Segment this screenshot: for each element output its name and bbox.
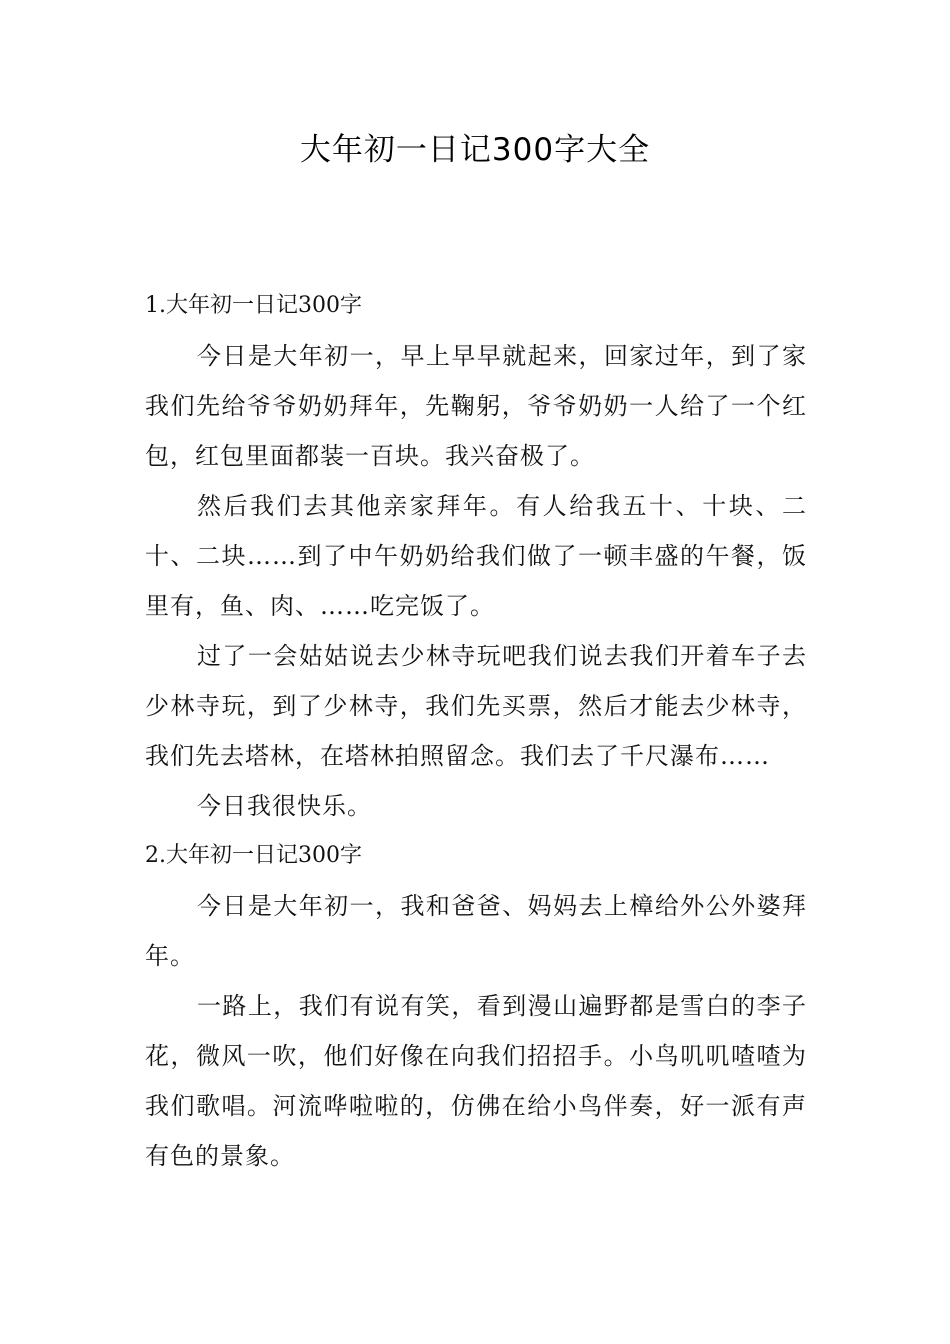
document-title: 大年初一日记300字大全 (299, 132, 651, 168)
paragraph: 过了一会姑姑说去少林寺玩吧我们说去我们开着车子去少林寺玩，到了少林寺，我们先买票，然后才能去少林寺，我们先去塔林，在塔林拍照留念。我们去了千尺瀑布…… (145, 642, 807, 770)
paragraph: 今日是大年初一，早上早早就起来，回家过年，到了家我们先给爷爷奶奶拜年，先鞠躬，爷爷奶奶一人给了一个红包，红包里面都装一百块。我兴奋极了。 (145, 342, 807, 470)
document-body (145, 281, 807, 1181)
section-heading: 1.大年初一日记300字 (145, 293, 362, 318)
paragraph: 一路上，我们有说有笑，看到漫山遍野都是雪白的李子花，微风一吹，他们好像在向我们招招手。小鸟叽叽喳喳为我们歌唱。河流哗啦啦的，仿佛在给小鸟伴奏，好一派有声有色的景象。 (145, 992, 807, 1170)
diary-section-2 (145, 831, 807, 1181)
paragraph: 今日是大年初一，我和爸爸、妈妈去上樟给外公外婆拜年。 (145, 892, 807, 970)
diary-section-1 (145, 281, 807, 831)
paragraph: 今日我很快乐。 (197, 792, 372, 820)
paragraph: 然后我们去其他亲家拜年。有人给我五十、十块、二十、二块……到了中午奶奶给我们做了一顿丰盛的午餐，饭里有，鱼、肉、……吃完饭了。 (145, 492, 807, 620)
section-heading: 2.大年初一日记300字 (145, 843, 362, 868)
